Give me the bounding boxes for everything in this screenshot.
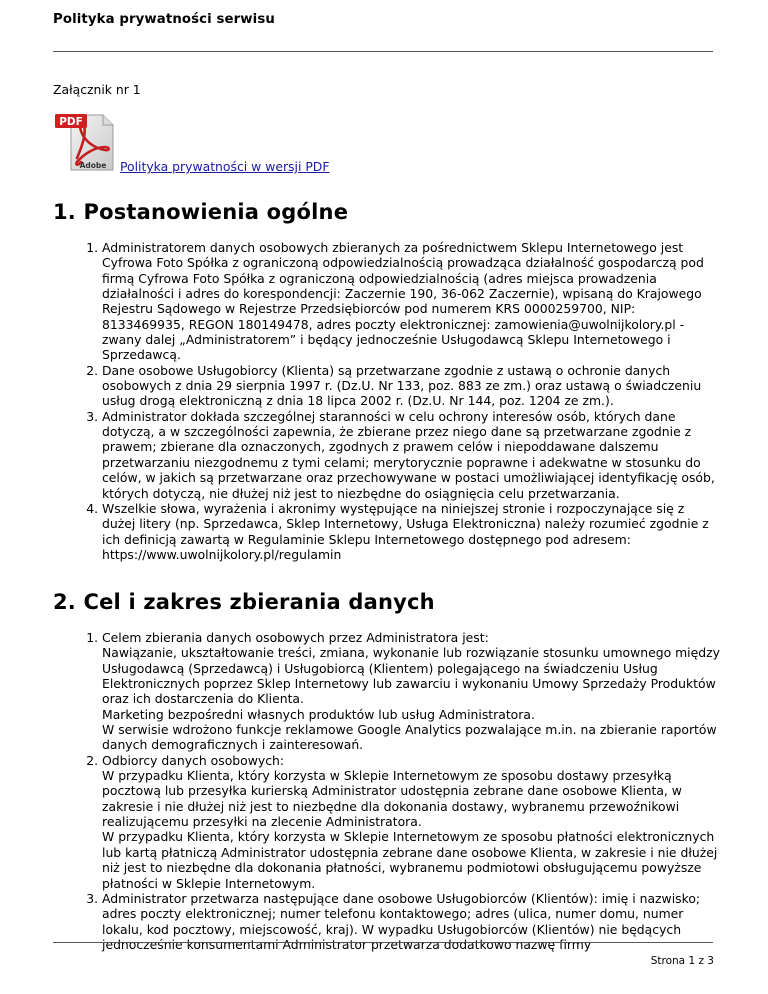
- page-header-title: Polityka prywatności serwisu: [53, 12, 275, 27]
- list-item-lead: 2. Odbiorcy danych osobowych:: [102, 752, 285, 768]
- pdf-download-block: [53, 112, 713, 176]
- header-divider: [53, 51, 713, 52]
- section-2-list: [53, 630, 721, 952]
- list-item-line: W przypadku Klienta, który korzysta w Sklepie Internetowym ze sposobu płatności elektronicznych lub kartą płatniczą Administrator udostępnia zebrane dane osobowe Klienta, w zakresie i nie dłużej niż jest to niezbędne dla dokonania płatności, wybranemu podmiotowi obsługującemu powyższe płatności w Sklepie Internetowym.: [102, 829, 718, 891]
- list-item-line: W przypadku Klienta, który korzysta w Sklepie Internetowym ze sposobu dostawy przesyłką pocztową lub przesyłka kurierską Administrator udostępnia zebrane dane osobowe Klienta, w zakresie i nie dłużej niż jest to niezbędne dla dokonania dostawy, wybranemu przewoźnikowi realizującemu przesyłki na zlecenie Administratora.: [102, 768, 682, 830]
- section-2-heading: 2. Cel i zakres zbierania danych: [53, 590, 435, 614]
- list-item: [102, 409, 721, 501]
- adobe-brand-text: Adobe: [79, 161, 107, 170]
- list-item: [102, 891, 721, 952]
- pdf-icon[interactable]: [53, 112, 117, 174]
- pdf-icon-text: PDF: [59, 116, 83, 128]
- annex-label: Załącznik nr 1: [53, 82, 141, 97]
- pdf-download-link[interactable]: Polityka prywatności w wersji PDF: [120, 159, 330, 174]
- list-item-text: Wszelkie słowa, wyrażenia i akronimy występujące na niniejszej stronie i rozpoczynające się z dużej litery (np. Sprzedawca, Sklep Internetowy, Usługa Elektroniczna) należy rozumieć zgodnie z ich definicją zawartą w Regulaminie Sklepu Internetowego dostępnego pod adresem: https://www.uwolnijkolory.pl/regulamin: [102, 500, 709, 562]
- list-item-text: Administratorem danych osobowych zbieranych za pośrednictwem Sklepu Internetowego jest Cyfrowa Foto Spółka z ograniczoną odpowiedzialnością prowadząca działalność gospodarczą pod firmą Cyfrowa Foto Spółka z ograniczoną odpowiedzialnością (adres miejsca prowadzenia działalności i adres do korespondencji: Zaczernie 190, 36-062 Zaczernie), wpisaną do Krajowego Rejestru Sądowego w Rejestrze Przedsiębiorców pod numerem KRS 0000259700, NIP: 8133469935, REGON 180149478, adres poczty elektronicznej: zamowienia@uwolnijkolory.pl - zwany dalej „Administratorem” i będący jednocześnie Usługodawcą Sklepu Internetowego i Sprzedawcą.: [102, 240, 704, 363]
- list-item: [102, 753, 721, 891]
- list-item-line: Marketing bezpośredni własnych produktów lub usług Administratora.: [102, 706, 535, 722]
- list-item: [102, 630, 721, 753]
- footer-divider: [53, 942, 713, 943]
- list-item-lead: 1. Celem zbierania danych osobowych przez Administratora jest:: [102, 630, 489, 645]
- list-item-text: Administrator dokłada szczególnej staranności w celu ochrony interesów osób, których dane dotyczą, a w szczególności zapewnia, że zbierane przez niego dane są przetwarzane zgodnie z prawem; zbierane dla oznaczonych, zgodnych z prawem celów i niepoddawane dalszemu przetwarzaniu niezgodnemu z tymi celami; merytorycznie poprawne i adekwatne w stosunku do celów, w jakich są przetwarzane oraz przechowywane w postaci umożliwiającej identyfikację osób, których dotyczą, nie dłużej niż jest to niezbędne do osiągnięcia celu przetwarzania.: [102, 408, 715, 501]
- section-1-list: [53, 240, 721, 562]
- section-1-heading: 1. Postanowienia ogólne: [53, 200, 349, 224]
- list-item-line: W serwisie wdrożono funkcje reklamowe Google Analytics pozwalające m.in. na zbieranie raportów danych demograficznych i zainteresowań.: [102, 722, 717, 753]
- page-number: Strona 1 z 3: [650, 955, 714, 967]
- list-item: [102, 363, 721, 409]
- list-item: [102, 240, 721, 363]
- list-item-text: Administrator przetwarza następujące dane osobowe Usługobiorców (Klientów): imię i nazwisko; adres poczty elektronicznej; numer telefonu kontaktowego; adres (ulica, numer domu, numer lokalu, kod pocztowy, miejscowość, kraj). W wypadku Usługobiorców (Klientów) nie będących jednocześnie konsumentami Administrator przetwarza dodatkowo nazwę firmy: [102, 890, 701, 952]
- list-item: [102, 501, 721, 562]
- list-item-text: Dane osobowe Usługobiorcy (Klienta) są przetwarzane zgodnie z ustawą o ochronie danych osobowych z dnia 29 sierpnia 1997 r. (Dz.U. Nr 133, poz. 883 ze zm.) oraz ustawą o świadczeniu usług drogą elektroniczną z dnia 18 lipca 2002 r. (Dz.U. Nr 144, poz. 1204 ze zm.).: [102, 362, 702, 409]
- list-item-line: Nawiązanie, ukształtowanie treści, zmiana, wykonanie lub rozwiązanie stosunku umownego między Usługodawcą (Sprzedawcą) i Usługobiorcą (Klientem) polegającego na świadczeniu Usług Elektronicznych poprzez Sklep Internetowy lub zawarciu i wykonaniu Umowy Sprzedaży Produktów oraz ich dostarczenia do Klienta.: [102, 645, 720, 707]
- section-data-purpose: [53, 590, 721, 952]
- section-general-provisions: [53, 200, 721, 562]
